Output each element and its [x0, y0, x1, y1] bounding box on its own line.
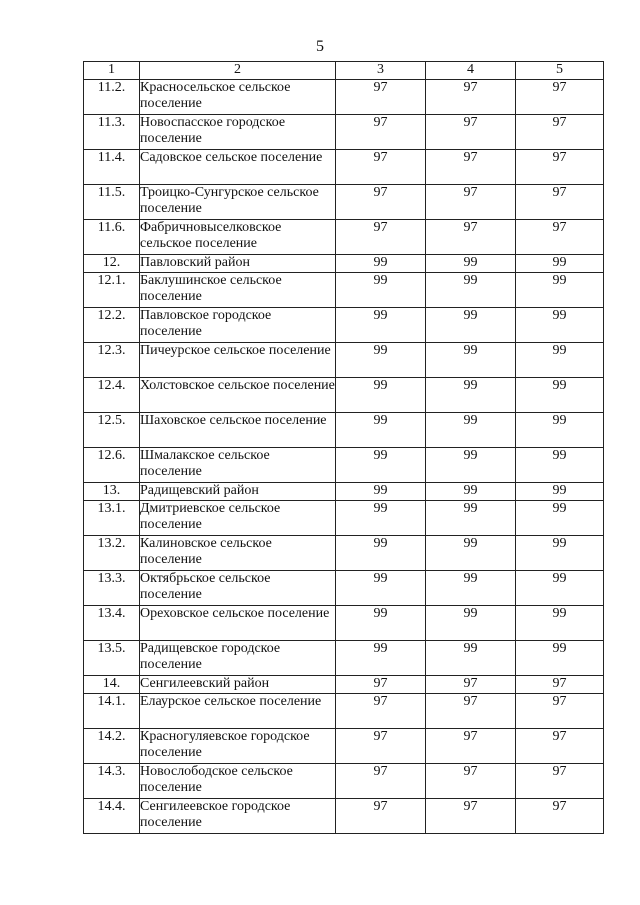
row-number: 13.1. [84, 501, 140, 536]
row-value-col3: 97 [336, 185, 426, 220]
row-value-col5: 99 [516, 273, 604, 308]
row-value-col5: 99 [516, 255, 604, 273]
row-name: Ореховское сельское поселение [140, 606, 336, 641]
row-number: 13.4. [84, 606, 140, 641]
row-number: 12.5. [84, 413, 140, 448]
row-name: Новоспасское городское поселение [140, 115, 336, 150]
row-value-col5: 99 [516, 308, 604, 343]
row-value-col4: 97 [426, 150, 516, 185]
row-value-col5: 99 [516, 448, 604, 483]
row-value-col3: 97 [336, 799, 426, 834]
row-value-col3: 99 [336, 483, 426, 501]
page-number: 5 [316, 38, 324, 55]
table-row [84, 483, 604, 501]
row-number: 12.2. [84, 308, 140, 343]
row-value-col4: 99 [426, 641, 516, 676]
row-number: 11.6. [84, 220, 140, 255]
row-number: 11.4. [84, 150, 140, 185]
table-row [84, 220, 604, 255]
row-name: Радищевский район [140, 483, 336, 501]
row-value-col4: 99 [426, 501, 516, 536]
row-name: Сенгилеевское городское поселение [140, 799, 336, 834]
row-value-col3: 99 [336, 448, 426, 483]
row-name: Шмалакское сельское поселение [140, 448, 336, 483]
row-value-col4: 97 [426, 729, 516, 764]
table-row [84, 185, 604, 220]
row-number: 14.3. [84, 764, 140, 799]
row-value-col5: 97 [516, 150, 604, 185]
table-row [84, 115, 604, 150]
table-row [84, 378, 604, 413]
row-value-col5: 99 [516, 641, 604, 676]
row-number: 12.1. [84, 273, 140, 308]
row-number: 14.1. [84, 694, 140, 729]
row-value-col4: 99 [426, 378, 516, 413]
row-value-col3: 99 [336, 571, 426, 606]
column-header-5: 5 [516, 62, 604, 80]
table-row [84, 606, 604, 641]
row-number: 14. [84, 676, 140, 694]
row-value-col5: 97 [516, 80, 604, 115]
row-name: Радищевское городское поселение [140, 641, 336, 676]
row-number: 12.3. [84, 343, 140, 378]
row-number: 13.5. [84, 641, 140, 676]
column-header-2: 2 [140, 62, 336, 80]
row-name: Дмитриевское сельское поселение [140, 501, 336, 536]
row-value-col3: 99 [336, 273, 426, 308]
row-name: Садовское сельское поселение [140, 150, 336, 185]
row-number: 11.3. [84, 115, 140, 150]
row-value-col5: 99 [516, 413, 604, 448]
table-row [84, 536, 604, 571]
row-value-col4: 99 [426, 536, 516, 571]
row-value-col4: 99 [426, 255, 516, 273]
row-value-col4: 97 [426, 80, 516, 115]
row-number: 13.2. [84, 536, 140, 571]
row-value-col4: 99 [426, 273, 516, 308]
row-value-col4: 97 [426, 220, 516, 255]
row-number: 14.4. [84, 799, 140, 834]
row-name: Павловское городское поселение [140, 308, 336, 343]
row-name: Октябрьское сельское поселение [140, 571, 336, 606]
row-value-col5: 99 [516, 483, 604, 501]
row-number: 13.3. [84, 571, 140, 606]
row-name: Баклушинское сельское поселение [140, 273, 336, 308]
table-row [84, 764, 604, 799]
row-number: 12.4. [84, 378, 140, 413]
row-value-col3: 99 [336, 501, 426, 536]
row-name: Фабричновыселковское сельское поселение [140, 220, 336, 255]
row-value-col3: 99 [336, 606, 426, 641]
row-name: Елаурское сельское поселение [140, 694, 336, 729]
table-row [84, 694, 604, 729]
row-value-col3: 99 [336, 378, 426, 413]
table-row [84, 308, 604, 343]
table-row [84, 571, 604, 606]
row-name: Троицко-Сунгурское сельское поселение [140, 185, 336, 220]
table-row [84, 448, 604, 483]
row-name: Шаховское сельское поселение [140, 413, 336, 448]
table-row [84, 150, 604, 185]
row-value-col3: 97 [336, 80, 426, 115]
row-value-col4: 97 [426, 764, 516, 799]
table-row [84, 641, 604, 676]
row-value-col5: 97 [516, 729, 604, 764]
table-header-row [84, 62, 604, 80]
row-value-col3: 97 [336, 115, 426, 150]
row-value-col5: 97 [516, 764, 604, 799]
row-name: Красногуляевское городское поселение [140, 729, 336, 764]
row-value-col4: 99 [426, 413, 516, 448]
row-value-col4: 97 [426, 185, 516, 220]
row-value-col4: 97 [426, 115, 516, 150]
row-value-col3: 99 [336, 413, 426, 448]
row-value-col5: 99 [516, 501, 604, 536]
row-value-col4: 99 [426, 308, 516, 343]
table-row [84, 676, 604, 694]
row-number: 13. [84, 483, 140, 501]
table-row [84, 501, 604, 536]
table-row [84, 343, 604, 378]
column-header-3: 3 [336, 62, 426, 80]
row-value-col4: 97 [426, 799, 516, 834]
row-value-col5: 97 [516, 799, 604, 834]
row-value-col3: 99 [336, 343, 426, 378]
row-value-col5: 97 [516, 694, 604, 729]
table-row [84, 273, 604, 308]
table-row [84, 255, 604, 273]
row-value-col3: 97 [336, 694, 426, 729]
row-value-col4: 99 [426, 571, 516, 606]
row-value-col4: 97 [426, 676, 516, 694]
row-name: Пичеурское сельское поселение [140, 343, 336, 378]
row-name: Красносельское сельское поселение [140, 80, 336, 115]
row-name: Сенгилеевский район [140, 676, 336, 694]
row-number: 12.6. [84, 448, 140, 483]
row-value-col5: 99 [516, 571, 604, 606]
row-value-col3: 99 [336, 255, 426, 273]
row-value-col4: 99 [426, 343, 516, 378]
row-value-col3: 97 [336, 220, 426, 255]
row-value-col4: 97 [426, 694, 516, 729]
row-value-col3: 99 [336, 641, 426, 676]
row-value-col3: 97 [336, 676, 426, 694]
row-value-col3: 97 [336, 150, 426, 185]
row-value-col4: 99 [426, 483, 516, 501]
row-value-col5: 97 [516, 676, 604, 694]
column-header-4: 4 [426, 62, 516, 80]
row-number: 12. [84, 255, 140, 273]
table-row [84, 80, 604, 115]
row-value-col3: 97 [336, 764, 426, 799]
row-number: 11.2. [84, 80, 140, 115]
row-value-col5: 99 [516, 536, 604, 571]
row-name: Калиновское сельское поселение [140, 536, 336, 571]
table-row [84, 729, 604, 764]
column-header-1: 1 [84, 62, 140, 80]
row-value-col5: 97 [516, 220, 604, 255]
row-value-col5: 97 [516, 185, 604, 220]
row-name: Павловский район [140, 255, 336, 273]
row-name: Новослободское сельское поселение [140, 764, 336, 799]
data-table [83, 61, 604, 834]
row-value-col5: 99 [516, 606, 604, 641]
row-name: Холстовское сельское поселение [140, 378, 336, 413]
row-value-col5: 99 [516, 343, 604, 378]
table-row [84, 799, 604, 834]
row-value-col3: 97 [336, 729, 426, 764]
row-value-col5: 97 [516, 115, 604, 150]
row-value-col4: 99 [426, 606, 516, 641]
row-value-col4: 99 [426, 448, 516, 483]
row-number: 11.5. [84, 185, 140, 220]
row-value-col3: 99 [336, 308, 426, 343]
row-value-col3: 99 [336, 536, 426, 571]
table-body [84, 80, 604, 834]
table-row [84, 413, 604, 448]
row-number: 14.2. [84, 729, 140, 764]
row-value-col5: 99 [516, 378, 604, 413]
